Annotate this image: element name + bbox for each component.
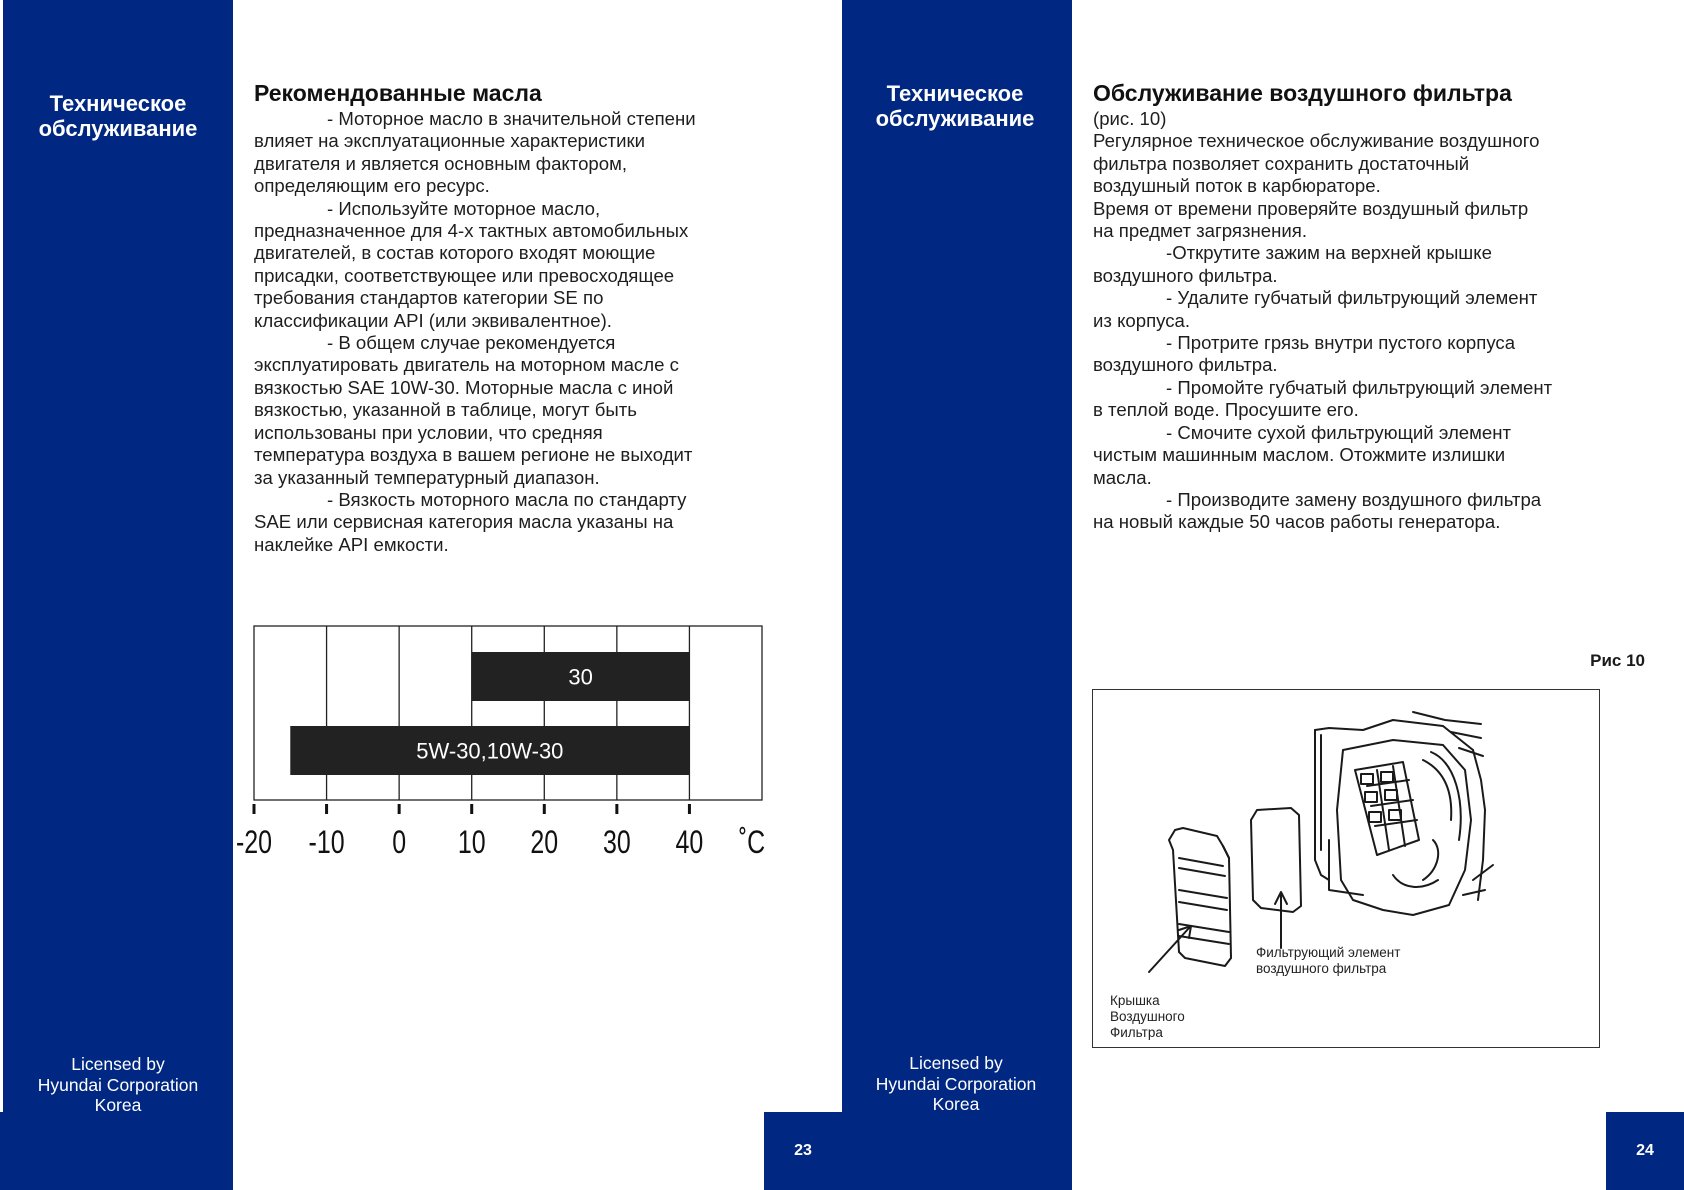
chart-tick-label: 30	[602, 825, 631, 861]
paragraph	[254, 489, 774, 556]
text-line: - Моторное масло в значительной степени	[327, 108, 696, 129]
steps-list	[1093, 242, 1653, 533]
text-line: - Вязкость моторного масла по стандарту	[327, 488, 687, 510]
text-line: наклейке API емкости.	[254, 533, 449, 555]
license-line: Hyundai Corporation	[37, 1074, 199, 1095]
paragraph	[1093, 287, 1653, 332]
section-heading: Рекомендованные масла	[254, 80, 542, 106]
text-line: классификации API (или эквивалентное).	[254, 309, 612, 331]
sidebar-title	[840, 81, 1070, 131]
page-number-text: 23	[794, 1142, 812, 1159]
text-line: - Удалите губчатый фильтрующий элемент	[1166, 287, 1538, 309]
left-sidebar	[3, 0, 233, 1190]
paragraph	[1093, 242, 1653, 287]
paragraph	[254, 332, 774, 489]
text-line: использованы при условии, что средняя	[254, 421, 603, 443]
caption-line: Фильтрующий элемент	[1256, 945, 1401, 960]
text-line: за указанный температурный диапазон.	[254, 466, 600, 488]
text-line: - Производите замену воздушного фильтра	[1166, 488, 1542, 510]
license-line: Licensed by	[71, 1054, 165, 1074]
right-page	[842, 0, 1684, 1190]
right-sidebar	[842, 0, 1072, 1190]
chart-tick-label: 40	[675, 825, 704, 861]
left-content	[254, 78, 774, 556]
chart-tick-label: 0	[392, 825, 407, 861]
text-line: SAE или сервисная категория масла указаны на	[254, 511, 674, 533]
text-line: требования стандартов категории SE по	[254, 287, 604, 309]
sidebar-title-line: обслуживание	[38, 116, 198, 141]
license-line: Hyundai Corporation	[875, 1073, 1037, 1094]
paragraph	[1093, 377, 1653, 422]
sidebar-title-line: Техническое	[49, 91, 187, 116]
text-line: присадки, соответствующее или превосходящее	[254, 264, 675, 286]
text-line: определяющим его ресурс.	[254, 175, 490, 197]
caption-line: Крышка	[1110, 993, 1160, 1008]
license-line: Korea	[932, 1094, 980, 1114]
oil-viscosity-chart	[235, 625, 772, 861]
text-line: фильтра позволяет сохранить достаточный	[1093, 152, 1470, 174]
text-line: двигателей, в состав которого входят моющие	[254, 242, 656, 264]
text-line: воздушный поток в карбюраторе.	[1093, 175, 1381, 197]
page-number	[1606, 1112, 1684, 1190]
text-line: - В общем случае рекомендуется	[327, 332, 616, 354]
license-text	[3, 1054, 233, 1116]
page-number-text: 24	[1636, 1142, 1654, 1159]
text-line: воздушного фильтра.	[1093, 264, 1278, 286]
chart-tick-label: 10	[457, 825, 486, 861]
text-line: Время от времени проверяйте воздушный фильтр	[1093, 197, 1529, 219]
text-line: эксплуатировать двигатель на моторном масле с	[254, 354, 679, 376]
paragraph	[1093, 489, 1653, 534]
text-line: на предмет загрязнения.	[1093, 220, 1308, 242]
text-line: температура воздуха в вашем регионе не выходит	[254, 444, 693, 466]
chart-tick-label: -20	[235, 825, 273, 861]
license-line: Korea	[94, 1095, 142, 1115]
paragraph	[254, 108, 774, 198]
caption-element	[1256, 945, 1400, 977]
caption-line: воздушного фильтра	[1256, 961, 1387, 976]
paragraph	[254, 198, 774, 332]
text-line: - Протрите грязь внутри пустого корпуса	[1166, 332, 1516, 354]
text-line: - Смочите сухой фильтрующий элемент	[1166, 421, 1512, 443]
section-heading: Обслуживание воздушного фильтра	[1093, 80, 1512, 106]
caption-line: Воздушного	[1110, 1009, 1185, 1024]
text-line: влияет на эксплуатационные характеристики	[254, 130, 645, 152]
text-line: - Промойте губчатый фильтрующий элемент	[1166, 376, 1553, 398]
chart-unit-label: ˚C	[738, 825, 766, 861]
text-line: из корпуса.	[1093, 309, 1191, 331]
text-line: Регулярное техническое обслуживание воздушного	[1093, 130, 1540, 152]
right-content	[1093, 78, 1653, 534]
text-line: вязкостью SAE 10W-30. Моторные масла с иной	[254, 376, 674, 398]
caption-line: Фильтра	[1110, 1025, 1163, 1040]
text-line: масла.	[1093, 466, 1152, 488]
intro-text	[1093, 108, 1653, 242]
text-line: на новый каждые 50 часов работы генератора.	[1093, 511, 1501, 533]
text-line: двигателя и является основным фактором,	[254, 152, 628, 174]
caption-cover	[1110, 993, 1185, 1041]
sidebar-title	[3, 91, 233, 141]
text-line: - Используйте моторное масло,	[327, 197, 601, 219]
chart-tick-label: 20	[530, 825, 559, 861]
paragraph	[1093, 422, 1653, 489]
text-line: чистым машинным маслом. Отожмите излишки	[1093, 444, 1506, 466]
license-text	[841, 1053, 1071, 1115]
chart-bar-label: 5W-30,10W-30	[416, 738, 564, 764]
chart-tick-label: -10	[308, 825, 345, 861]
sponge-element	[1251, 808, 1301, 912]
paragraphs	[254, 108, 774, 556]
text-line: -Открутите зажим на верхней крышке	[1166, 242, 1492, 264]
air-filter-figure	[1092, 689, 1600, 1048]
text-line: вязкостью, указанной в таблице, могут быть	[254, 399, 637, 421]
paragraph	[1093, 332, 1653, 377]
text-line: воздушного фильтра.	[1093, 354, 1278, 376]
license-line: Licensed by	[909, 1053, 1003, 1073]
figure-label: Рис 10	[1590, 651, 1645, 670]
page-number	[764, 1112, 842, 1190]
sidebar-title-line: обслуживание	[875, 106, 1035, 131]
text-line: в теплой воде. Просушите его.	[1093, 399, 1359, 421]
text-line: (рис. 10)	[1093, 108, 1167, 129]
arrow-cover	[1149, 928, 1189, 972]
chart-bar-label: 30	[568, 664, 593, 690]
sidebar-title-line: Техническое	[886, 81, 1024, 106]
text-line: предназначенное для 4-х тактных автомобильных	[254, 220, 689, 242]
